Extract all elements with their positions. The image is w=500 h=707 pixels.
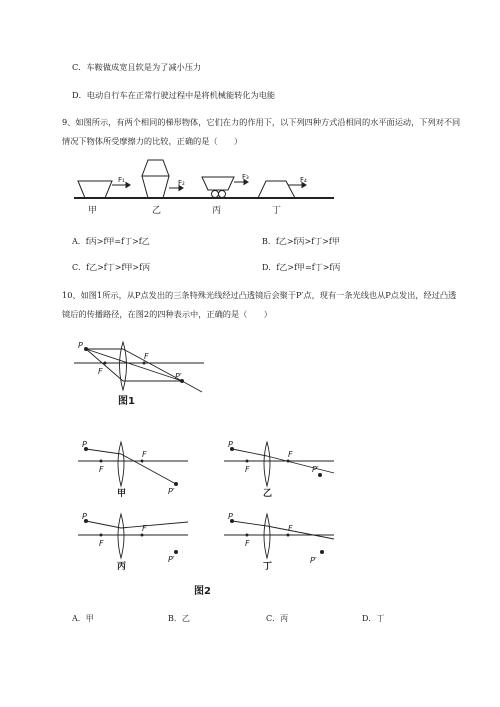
trapezoid-jia: [78, 181, 112, 198]
sub-label-bing: 丙: [117, 562, 127, 572]
svg-text:P′: P′: [312, 465, 319, 474]
figure-2-ding: [222, 508, 340, 572]
svg-text:F: F: [245, 465, 250, 474]
svg-text:F: F: [142, 524, 147, 533]
trapezoid-ding: [258, 181, 295, 198]
force-label-4: F₄: [300, 176, 307, 184]
q10-option-c: C．丙: [266, 614, 289, 623]
figure-1-caption: 图1: [118, 396, 135, 407]
figure-2-caption: 图2: [194, 586, 211, 597]
svg-text:F: F: [142, 450, 147, 459]
ray-center: [86, 349, 182, 381]
svg-text:P′: P′: [168, 487, 175, 496]
label-p-prime: P′: [175, 372, 182, 381]
option-d-prev: D．电动自行车在正常行驶过程中是将机械能转化为电能: [72, 90, 276, 100]
figure-2-jia: [76, 434, 194, 498]
q9-option-a: A．f丙>f甲=f丁>f乙: [72, 237, 150, 246]
force-label-1: F₁: [118, 176, 125, 184]
force-label-3: F₃: [242, 173, 249, 181]
fig-label-ding: 丁: [272, 206, 282, 216]
figure-2-bing: [76, 508, 194, 572]
fig-label-bing: 丙: [212, 206, 222, 216]
fig-label-jia: 甲: [88, 206, 98, 216]
trapezoid-bing: [202, 177, 234, 190]
wheel-right: [219, 191, 226, 198]
svg-text:P: P: [82, 440, 87, 449]
svg-text:P′: P′: [310, 556, 317, 565]
trapezoid-yi-bottom: [142, 176, 169, 198]
q10-option-d: D．丁: [362, 614, 385, 623]
option-c-prev: C．车鞍做成宽且软是为了减小压力: [72, 62, 202, 72]
figure-2-yi: [222, 434, 340, 498]
svg-text:F: F: [245, 539, 250, 548]
sub-label-ding: 丁: [263, 562, 273, 572]
question-10-stem: 10、如图1所示，从P点发出的三条特殊光线经过凸透镜后会聚于P′点，现有一条光线也从P点发出，经过凸透镜后的传播路径，在图2的四种表示中，正确的是（ ）: [62, 290, 457, 319]
force-label-2: F₂: [178, 179, 185, 187]
svg-text:F: F: [99, 465, 104, 474]
q10-option-b: B．乙: [168, 614, 190, 623]
fig-label-yi: 乙: [152, 206, 162, 216]
svg-text:F: F: [288, 524, 293, 533]
sub-label-yi: 乙: [263, 489, 273, 498]
question-9-stem: 9、如图所示，有两个相同的梯形物体，它们在力的作用下，以下列四种方式沿相同的水平面运动，下列对不同情况下物体所受摩擦力的比较，正确的是（ ）: [62, 117, 461, 146]
q9-option-d: D．f乙>f甲=f丁>f丙: [262, 263, 341, 272]
q10-option-a: A．甲: [72, 614, 94, 623]
svg-text:P: P: [228, 440, 233, 449]
q9-option-b: B．f乙>f丙>f丁>f甲: [262, 237, 340, 246]
svg-text:P′: P′: [168, 555, 175, 564]
figure-1-lens-diagram: [72, 336, 212, 408]
svg-text:F: F: [288, 450, 293, 459]
trapezoid-yi-top: [142, 160, 169, 176]
label-p: P: [78, 341, 83, 350]
svg-text:F: F: [99, 539, 104, 548]
label-f-left: F: [98, 367, 103, 376]
question-9-figure: [72, 150, 362, 222]
wheel-left: [212, 191, 219, 198]
label-f-right: F: [144, 352, 149, 361]
svg-text:P: P: [228, 512, 233, 521]
q9-option-c: C．f乙>f丁>f甲>f丙: [72, 263, 151, 272]
sub-label-jia: 甲: [117, 489, 127, 498]
ray-focal: [86, 349, 123, 381]
svg-text:P: P: [82, 512, 87, 521]
